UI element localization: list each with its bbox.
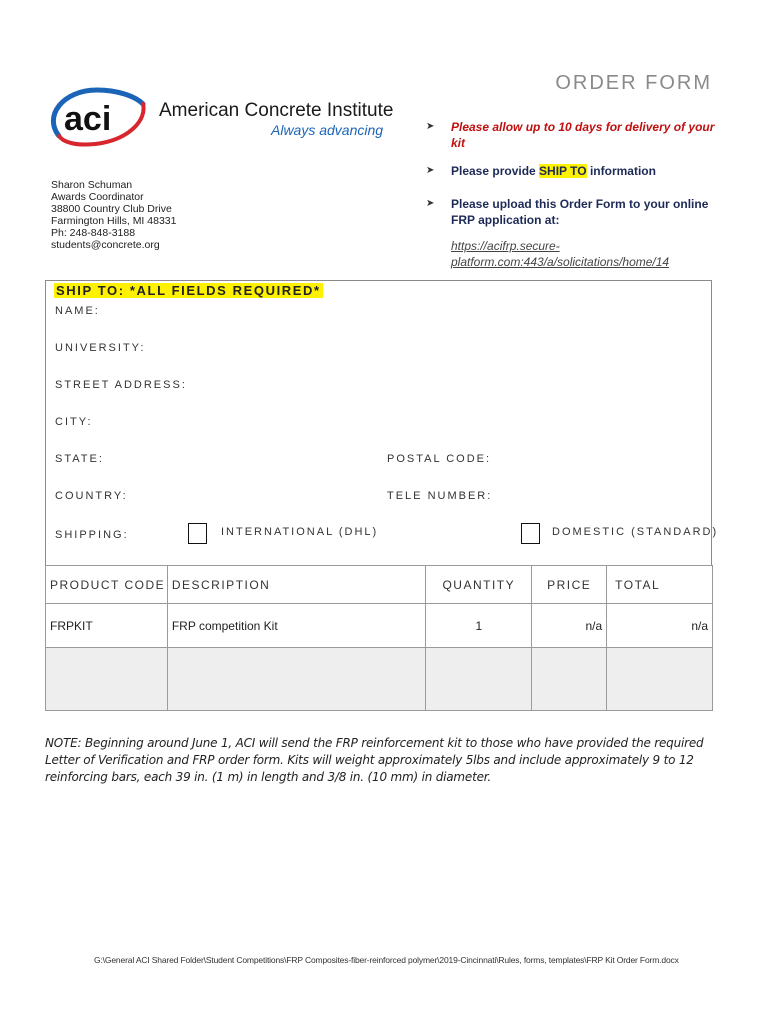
phone-field[interactable]: TELE NUMBER: <box>387 490 493 502</box>
contact-email[interactable]: students@concrete.org <box>51 239 160 251</box>
state-field[interactable]: STATE: <box>55 453 104 465</box>
cell-description: FRP competition Kit <box>167 604 426 648</box>
header-total: TOTAL <box>607 566 713 604</box>
cell-empty <box>532 648 607 711</box>
contact-city: Farmington Hills, MI 48331 <box>51 215 177 227</box>
cell-price: n/a <box>532 604 607 648</box>
brand-tagline: Always advancing <box>271 122 384 138</box>
note-ship-to-text: Please provide SHIP TO information <box>451 164 656 178</box>
contact-name: Sharon Schuman <box>51 179 133 191</box>
table-row-empty <box>46 648 713 711</box>
cell-empty <box>607 648 713 711</box>
application-link[interactable]: https://acifrp.secure-platform.com:443/a/solicitations/home/14 <box>451 239 670 269</box>
domestic-label: DOMESTIC (STANDARD) <box>552 526 719 538</box>
cell-empty <box>167 648 426 711</box>
street-address-field[interactable]: STREET ADDRESS: <box>55 379 187 391</box>
country-field[interactable]: COUNTRY: <box>55 490 128 502</box>
header-quantity: QUANTITY <box>426 566 532 604</box>
svg-text:aci: aci <box>64 100 112 138</box>
product-table <box>45 565 713 711</box>
domestic-checkbox[interactable] <box>521 523 540 544</box>
name-field[interactable]: NAME: <box>55 305 100 317</box>
cell-empty <box>426 648 532 711</box>
international-label: INTERNATIONAL (DHL) <box>221 526 379 538</box>
international-checkbox[interactable] <box>188 523 207 544</box>
shipping-note: NOTE: Beginning around June 1, ACI will send the FRP reinforcement kit to those who have provided the required Letter of Verification and FRP order form. Kits will weight approximately 5lbs and include approximately 9 to 12 reinforcing bars, each 39 in. (1 m) in length and 3/8 in. (10 mm) in diameter. <box>45 736 704 784</box>
arrow-bullet-icon: ➤ <box>426 198 435 209</box>
header-price: PRICE <box>532 566 607 604</box>
brand-name: American Concrete Institute <box>159 100 394 121</box>
header-product-code: PRODUCT CODE <box>46 566 168 604</box>
postal-code-field[interactable]: POSTAL CODE: <box>387 453 492 465</box>
page-title: ORDER FORM <box>555 72 712 94</box>
contact-phone: Ph: 248-848-3188 <box>51 227 136 239</box>
aci-logo <box>47 86 397 148</box>
ship-to-section <box>45 280 719 565</box>
file-path-footer: G:\General ACI Shared Folder\Student Competitions\FRP Composites-fiber-reinforced polymer\2019-Cincinnati\Rules, forms, templates\FRP Kit Order Form.docx <box>94 955 679 965</box>
table-row <box>46 604 713 648</box>
ship-to-highlight: SHIP TO <box>539 164 587 178</box>
header-description: DESCRIPTION <box>167 566 426 604</box>
university-field[interactable]: UNIVERSITY: <box>55 342 146 354</box>
aci-logo-mark-icon <box>47 86 152 148</box>
cell-empty <box>46 648 168 711</box>
table-header-row <box>46 566 713 604</box>
arrow-bullet-icon: ➤ <box>426 121 435 132</box>
contact-street: 38800 Country Club Drive <box>51 203 172 215</box>
city-field[interactable]: CITY: <box>55 416 93 428</box>
ship-to-heading: SHIP TO: *ALL FIELDS REQUIRED* <box>56 283 321 298</box>
arrow-bullet-icon: ➤ <box>426 165 435 176</box>
contact-block <box>51 179 176 251</box>
cell-product-code: FRPKIT <box>46 604 168 648</box>
shipping-label: SHIPPING: <box>55 529 129 541</box>
cell-quantity[interactable]: 1 <box>426 604 532 648</box>
cell-total: n/a <box>607 604 713 648</box>
note-upload-text: Please upload this Order Form to your online FRP application at: <box>451 197 709 227</box>
contact-role: Awards Coordinator <box>51 191 144 203</box>
note-delivery-text: Please allow up to 10 days for delivery of your kit <box>451 120 715 150</box>
